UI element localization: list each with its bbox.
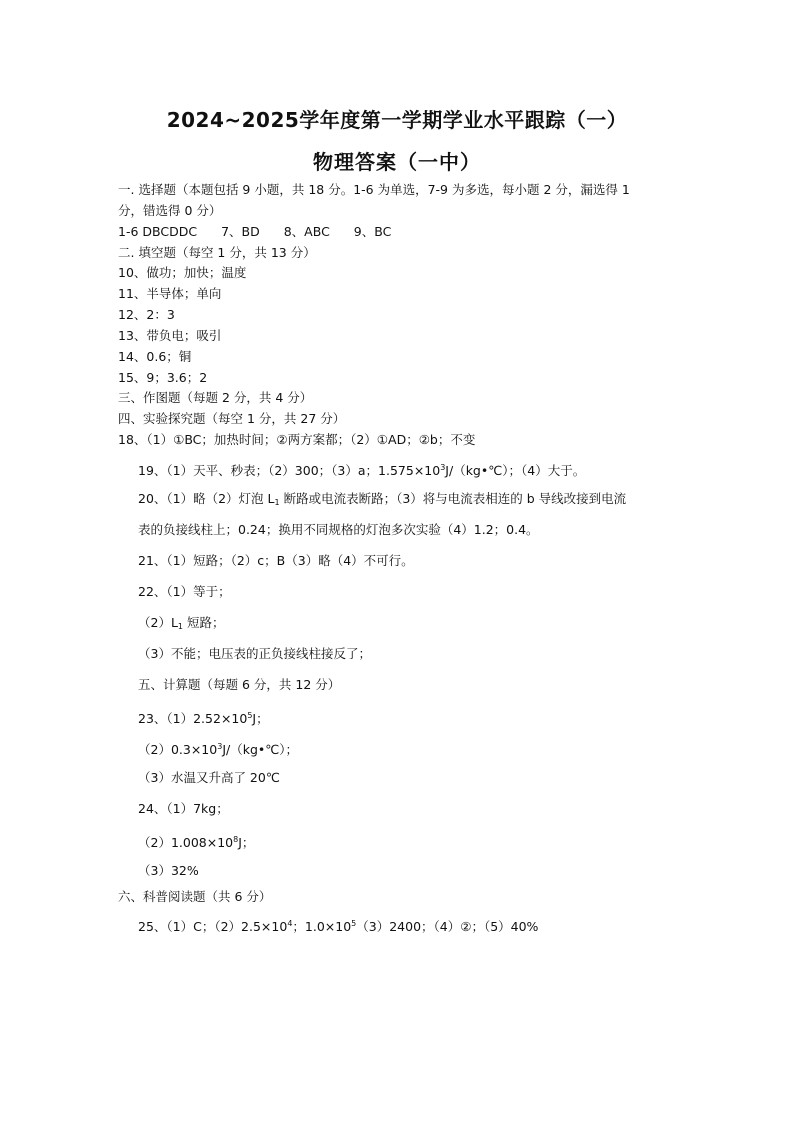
answer-22-2: $(2)L_1$ 短路；	[138, 615, 225, 631]
answer-24-3: （3）32%	[138, 863, 199, 878]
section-2-heading: 二. 填空题（每空 1 分，共 13 分）	[118, 245, 316, 260]
answer-22-3: （3）不能；电压表的正负接线柱接反了；	[138, 646, 371, 661]
answer-14: 14、0.6；铜	[118, 349, 192, 364]
answer-9: 9、BC	[353, 224, 392, 239]
answer-13: 13、带负电；吸引	[118, 328, 222, 343]
answer-10: 10、做功；加快；温度	[118, 265, 247, 280]
answer-11: 11、半导体；单向	[118, 286, 222, 301]
answer-24-2: $(2)1.008\times 10^8J$；	[138, 835, 255, 850]
answer-12: 12、2：3	[118, 307, 175, 322]
answer-7: 7、BD	[221, 224, 260, 239]
answer-20: 20、（1）略（2）灯泡 $L_1$ 断路或电流表断路；（3）将与电流表相连的 b 导线改接到电流	[138, 491, 627, 507]
answer-24-1: 24、（1）7kg；	[138, 801, 229, 816]
section-6-heading: 六、科普阅读题（共 6 分）	[118, 889, 272, 904]
section-3-heading: 三、作图题（每题 2 分，共 4 分）	[118, 390, 313, 405]
section-4-heading: 四、实验探究题（每空 1 分，共 27 分）	[118, 411, 346, 426]
answer-23-2: $(2)0.3\times 10^3J/(kg•℃)$；	[138, 742, 299, 757]
answer-1-6: 1-6 DBCDDC	[118, 224, 198, 239]
answer-22: 22、（1）等于；	[138, 584, 231, 599]
answer-line-choice	[118, 224, 391, 240]
answer-8: 8、ABC	[283, 224, 330, 239]
answer-18: 18、（1）①BC；加热时间；②两方案都；（2）①AD；②b；不变	[118, 432, 476, 447]
section-5-heading: 五、计算题（每题 6 分，共 12 分）	[138, 677, 341, 692]
section-1-heading-cont: 分，错选得 0 分）	[118, 203, 222, 218]
answer-23-1: 23、$(1)2.52\times 10^5J$；	[138, 711, 269, 726]
answer-20-cont: 表的负接线柱上；0.24；换用不同规格的灯泡多次实验（4）1.2；0.4。	[138, 522, 539, 537]
section-1-heading: 一. 选择题（本题包括 9 小题，共 18 分。1-6 为单选，7-9 为多选，每小题 2 分，漏选得 1	[118, 182, 630, 197]
page-subtitle: 物理答案（一中）	[313, 150, 481, 174]
answer-23-3: （3）水温又升高了 20℃	[138, 770, 280, 785]
answer-19: 19、（1）天平、秒表；（2）300；（3）a；$1.575\times 10^3J/(kg•℃)$；（4）大于。	[138, 463, 586, 478]
answer-15: 15、9；3.6；2	[118, 370, 208, 385]
answer-21: 21、（1）短路；（2）c；B（3）略（4）不可行。	[138, 553, 414, 568]
answer-25: 25、（1）C；$(2)2.5\times 10^4$；$1.0\times 10^5(3)2400$；（4）②；（5）40%	[138, 919, 539, 934]
page-title: 2024~2025学年度第一学期学业水平跟踪（一）	[166, 108, 628, 132]
